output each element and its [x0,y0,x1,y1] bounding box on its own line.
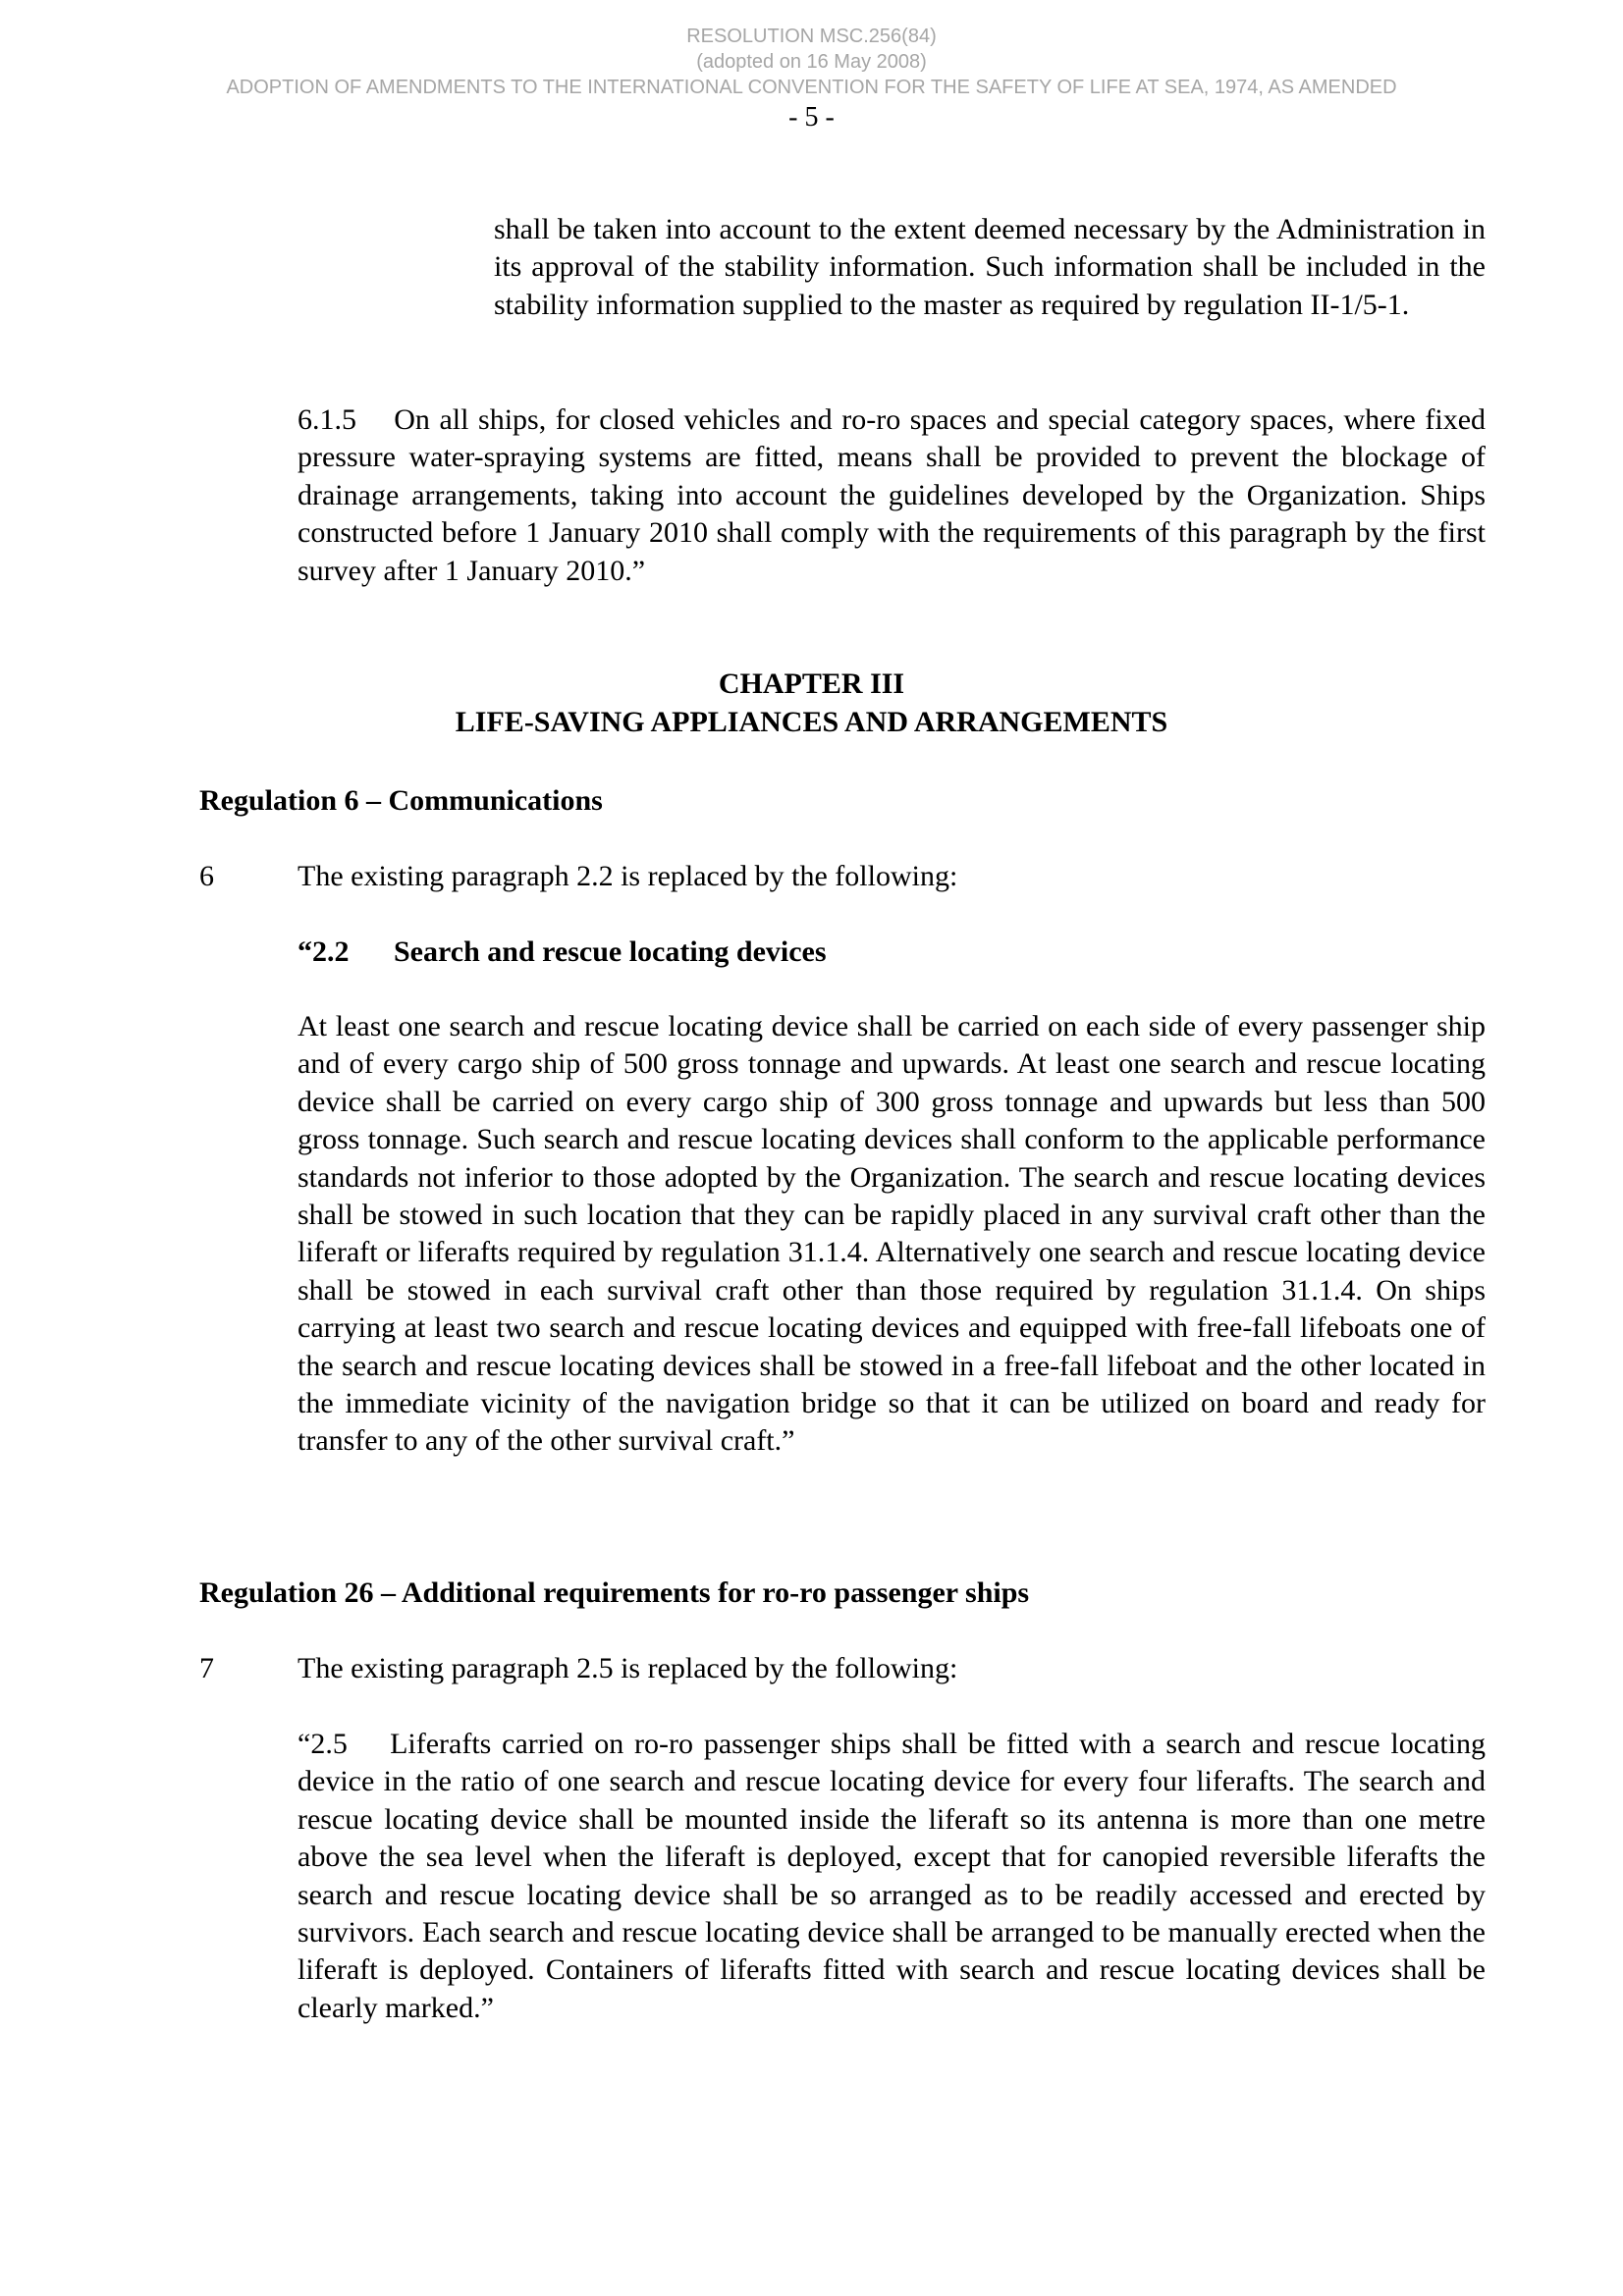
item-7-text: The existing paragraph 2.5 is replaced by the following: [298,1652,958,1684]
regulation-6-heading: Regulation 6 – Communications [199,784,603,817]
page-number: - 5 - [788,102,835,133]
section-heading: Search and rescue locating devices [394,935,827,968]
section-2-5-body [298,1726,1486,2027]
section-number: “2.5 [298,1728,348,1760]
paragraph-number: 6.1.5 [298,403,356,436]
resolution-number: RESOLUTION MSC.256(84) [686,26,937,47]
section-2-2-heading [298,934,827,971]
chapter-title: CHAPTER III [718,667,905,700]
continuation-paragraph: shall be taken into account to the extent deemed necessary by the Administration in its approval of the stability information. Such information shall be included in the stability information supplied to the master as required by regulation II-1/5-1. [494,213,1486,321]
item-number-6: 6 [199,860,214,892]
document-header [0,24,1623,100]
document-title: ADOPTION OF AMENDMENTS TO THE INTERNATIONAL CONVENTION FOR THE SAFETY OF LIFE AT SEA, 1974, AS AMENDED [226,77,1397,98]
item-number-7: 7 [199,1652,214,1684]
chapter-subtitle: LIFE-SAVING APPLIANCES AND ARRANGEMENTS [455,706,1168,738]
section-2-2-body: At least one search and rescue locating device shall be carried on each side of every passenger ship and of every cargo ship of 500 gross tonnage and upwards. At least one search and rescue locating device shall be carried on every cargo ship of 300 gross tonnage and upwards but less than 500 gross tonnage. Such search and rescue locating devices shall conform to the applicable performance standards not inferior to those adopted by the Organization. The search and rescue locating devices shall be stowed in such location that they can be rapidly placed in any survival craft other than the liferaft or liferafts required by regulation 31.1.4. Alternatively one search and rescue locating device shall be stowed in each survival craft other than those required by regulation 31.1.4. On ships carrying at least two search and rescue locating devices and equipped with free-fall lifeboats one of the search and rescue locating devices shall be stowed in a free-fall lifeboat and the other located in the immediate vicinity of the navigation bridge so that it can be utilized on board and ready for transfer to any of the other survival craft.” [298,1010,1486,1458]
item-6-text: The existing paragraph 2.2 is replaced by the following: [298,860,958,892]
paragraph-6-1-5 [298,401,1486,590]
regulation-26-heading: Regulation 26 – Additional requirements for ro-ro passenger ships [199,1576,1030,1609]
paragraph-text: On all ships, for closed vehicles and ro-ro spaces and special category spaces, where fixed pressure water-spraying systems are fitted, means shall be provided to prevent the blockage of drainage arrangements, taking into account the guidelines developed by the Organization. Ships constructed before 1 January 2010 shall comply with the requirements of this paragraph by the first survey after 1 January 2010.” [298,403,1487,587]
section-number: “2.2 [298,935,350,968]
adoption-date: (adopted on 16 May 2008) [696,51,927,73]
section-text: Liferafts carried on ro-ro passenger ships shall be fitted with a search and rescue locating device in the ratio of one search and rescue locating device for every four liferafts. The search and rescue locating device shall be mounted inside the liferaft so its antenna is more than one metre above the sea level when the liferaft is deployed, except that for canopied reversible liferafts the search and rescue locating device shall be so arranged as to be readily accessed and erected by survivors. Each search and rescue locating device shall be arranged to be manually erected when the liferaft is deployed. Containers of liferafts fitted with search and rescue locating devices shall be clearly marked.” [298,1728,1487,2024]
